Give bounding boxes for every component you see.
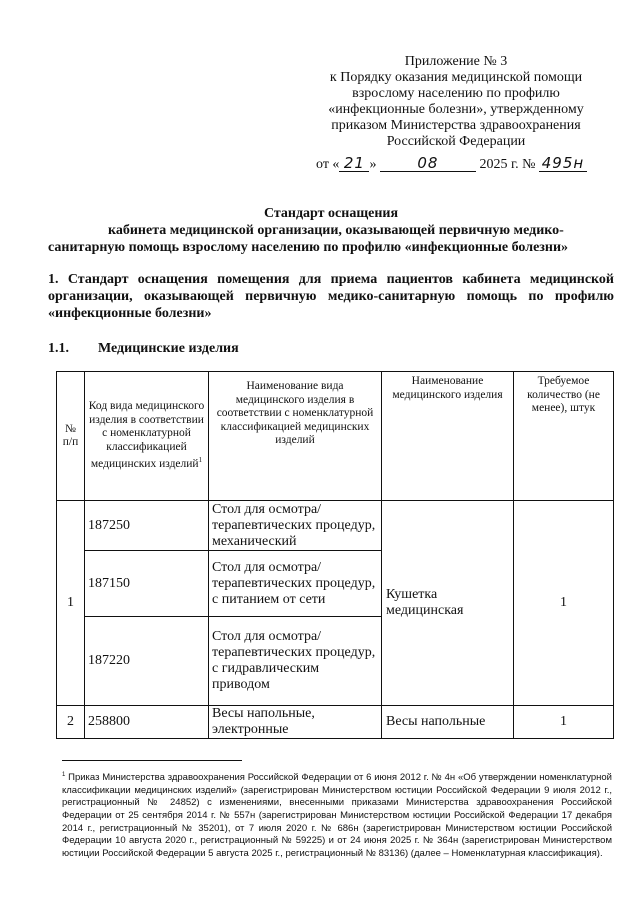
row-1b-code: 187150 (85, 551, 209, 617)
footnote-mark: 1 (62, 772, 66, 778)
section-1-heading: 1. Стандарт оснащения помещения для приема пациентов кабинета медицинской организации, оказывающей первичную медико-санитарную помощь по профилю «инфекционные болезни» (48, 272, 614, 321)
row-2-num: 2 (57, 706, 85, 739)
order-mid: » (369, 157, 377, 172)
row-1a-type-name: Стол для осмотра/терапевтических процедур, механический (209, 501, 382, 551)
order-year-label: 2025 г. № (479, 157, 536, 172)
appendix-line-3: взрослому населению по профилю (352, 86, 560, 101)
document-subtitle (48, 222, 618, 256)
order-month: 08 (380, 155, 476, 172)
row-1b-type-name: Стол для осмотра/терапевтических процедур, с питанием от сети (209, 551, 382, 617)
order-day: 21 (339, 155, 369, 172)
header-code-footnote-mark: 1 (198, 456, 203, 465)
footnote-divider (62, 760, 242, 761)
header-type-name: Наименование вида медицинского изделия в соответствии с номенклатурной классификацией медицинских изделий (209, 372, 382, 501)
order-number: 495н (539, 155, 587, 172)
row-1c-code: 187220 (85, 617, 209, 706)
section-1-1-number: 1.1. (48, 341, 69, 356)
table-row (57, 501, 614, 551)
footnote-text: Приказ Министерства здравоохранения Российской Федерации от 6 июня 2012 г. № 4н «Об утверждении номенклатурной классификации медицинских изделий» (зарегистрирован Министерством юстиции Российской Федерации 9 июля 2012 г., регистрационный № 24852) с изменениями, внесенными приказами Министерства здравоохранения Российской Федерации от 25 сентября 2014 г. № 557н (зарегистрирован Министерством юстиции Российской Федерации 17 декабря 2014 г., регистрационный № 35201), от 7 июля 2020 г. № 686н (зарегистрирован Министерством юстиции Российской Федерации 10 августа 2020 г., регистрационный № 59225) и от 24 июня 2025 г. № 364н (зарегистрирован Министерством юстиции Российской Федерации 5 августа 2025 г., регистрационный № 83136) (далее – Номенклатурная классификация). (62, 772, 612, 859)
row-1-num: 1 (57, 501, 85, 706)
header-device-name: Наименование медицинского изделия (382, 372, 514, 501)
row-1a-code: 187250 (85, 501, 209, 551)
appendix-header (300, 54, 612, 173)
appendix-line-1: Приложение № 3 (404, 54, 508, 69)
row-2-qty: 1 (514, 706, 614, 739)
section-1-1-heading (48, 340, 239, 357)
appendix-line-2: к Порядку оказания медицинской помощи (329, 70, 583, 85)
order-date-line (300, 155, 612, 173)
row-2-type-name: Весы напольные, электронные (209, 706, 382, 739)
subtitle-line-1: кабинета медицинской организации, оказывающей первичную медико- (108, 223, 564, 238)
row-1c-type-name: Стол для осмотра/терапевтических процедур, с гидравлическим приводом (209, 617, 382, 706)
document-title: Стандарт оснащения (263, 206, 399, 221)
table-header-row (57, 372, 614, 501)
section-1-1-title: Медицинские изделия (98, 341, 239, 356)
appendix-line-6: Российской Федерации (386, 134, 526, 149)
row-2-code: 258800 (85, 706, 209, 739)
header-code (85, 372, 209, 501)
subtitle-line-2: санитарную помощь взрослому населению по профилю «инфекционные болезни» (48, 240, 569, 255)
header-code-text: Код вида медицинского изделия в соответствии с номенклатурной классификацией медицинских изделий (88, 400, 205, 471)
equipment-table (56, 371, 614, 739)
footnote (62, 769, 612, 860)
table-row (57, 706, 614, 739)
appendix-line-4: «инфекционные болезни», утвержденному (328, 102, 584, 117)
order-from-label: от « (316, 157, 340, 172)
appendix-line-5: приказом Министерства здравоохранения (331, 118, 581, 133)
header-num: № п/п (57, 372, 85, 501)
row-1-qty: 1 (514, 501, 614, 706)
row-1-device-name: Кушетка медицинская (382, 501, 514, 706)
header-qty: Требуемое количество (не менее), штук (514, 372, 614, 501)
row-2-device-name: Весы напольные (382, 706, 514, 739)
